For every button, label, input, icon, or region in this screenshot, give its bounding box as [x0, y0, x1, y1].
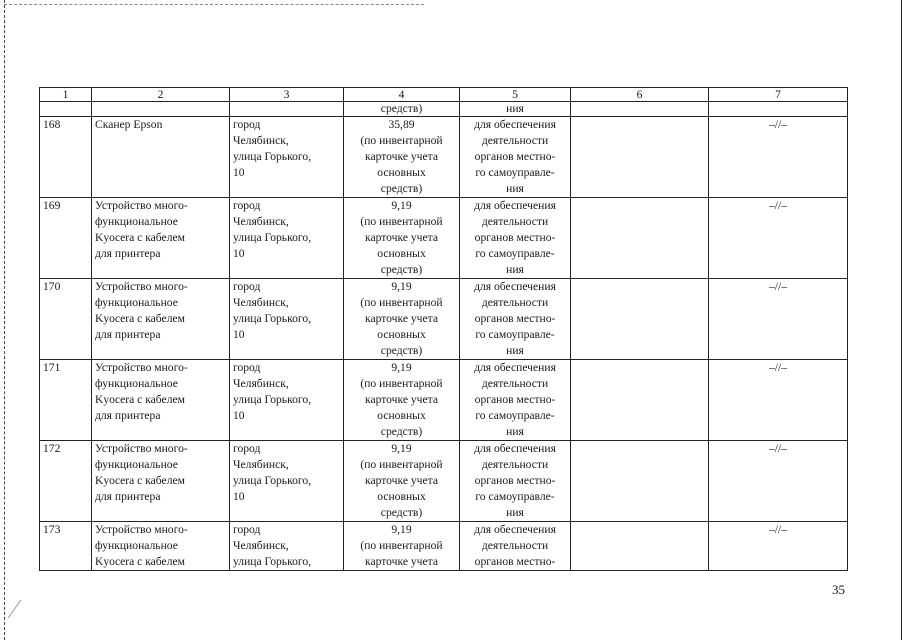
purpose-cell-text: для обеспечения деятельности органов местно- го самоуправле- ния	[474, 280, 556, 357]
table-row	[40, 198, 848, 279]
row-number-cell-text: 171	[43, 361, 61, 374]
object-name-cell-text: Устройство много- функциональное Kyocera с кабелем	[95, 523, 188, 568]
purpose-cell-text: для обеспечения деятельности органов местно- го самоуправле- ния	[474, 361, 556, 438]
column-7-cell	[709, 279, 848, 360]
column-7-cell-text: –//–	[768, 280, 788, 293]
address-cell-text: город Челябинск, улица Горького, 10	[233, 361, 312, 422]
column-header: 3	[230, 88, 344, 102]
row-number-cell	[40, 279, 92, 360]
purpose-cell	[460, 117, 571, 198]
object-name-cell-text: Устройство много- функциональное Kyocera с кабелем для принтера	[95, 280, 188, 341]
object-name-cell-text: Устройство много- функциональное Kyocera с кабелем для принтера	[95, 361, 188, 422]
column-7-cell-text: –//–	[768, 199, 788, 212]
value-cell-text: 9,19 (по инвентарной карточке учета основных средств)	[360, 199, 443, 276]
address-cell	[230, 117, 344, 198]
object-name-cell	[92, 117, 230, 198]
address-cell	[230, 198, 344, 279]
address-cell	[230, 522, 344, 571]
object-name-cell-text: Устройство много- функциональное Kyocera с кабелем для принтера	[95, 442, 188, 503]
row-number-cell	[40, 198, 92, 279]
column-header: 4	[344, 88, 460, 102]
object-name-cell	[92, 279, 230, 360]
continuation-cell: ния	[460, 102, 571, 117]
value-cell-text: 9,19 (по инвентарной карточке учета основных средств)	[360, 361, 443, 438]
purpose-cell-text: для обеспечения деятельности органов местно- го самоуправле- ния	[474, 118, 556, 195]
purpose-cell	[460, 198, 571, 279]
address-cell	[230, 441, 344, 522]
continuation-cell	[40, 102, 92, 117]
value-cell	[344, 279, 460, 360]
column-6-cell	[571, 279, 709, 360]
table-row	[40, 360, 848, 441]
purpose-cell	[460, 441, 571, 522]
row-number-cell	[40, 522, 92, 571]
row-number-cell-text: 173	[43, 523, 61, 536]
object-name-cell-text: Устройство много- функциональное Kyocera с кабелем для принтера	[95, 199, 188, 260]
column-6-cell	[571, 360, 709, 441]
continuation-cell	[709, 102, 848, 117]
value-cell	[344, 441, 460, 522]
value-cell	[344, 522, 460, 571]
table-row	[40, 522, 848, 571]
column-7-cell-text: –//–	[768, 361, 788, 374]
scan-edge-top	[4, 4, 424, 5]
continuation-cell	[92, 102, 230, 117]
table-row	[40, 441, 848, 522]
row-number-cell-text: 170	[43, 280, 61, 293]
purpose-cell	[460, 279, 571, 360]
purpose-cell-text: для обеспечения деятельности органов местно-	[474, 523, 556, 568]
column-7-cell	[709, 360, 848, 441]
object-name-cell	[92, 522, 230, 571]
column-6-cell	[571, 441, 709, 522]
scan-edge-left	[4, 0, 5, 640]
value-cell-text: 9,19 (по инвентарной карточке учета основных средств)	[360, 442, 443, 519]
value-cell-text: 9,19 (по инвентарной карточке учета основных средств)	[360, 280, 443, 357]
column-6-cell	[571, 198, 709, 279]
continuation-cell: средств)	[344, 102, 460, 117]
purpose-cell-text: для обеспечения деятельности органов местно- го самоуправле- ния	[474, 199, 556, 276]
column-header: 1	[40, 88, 92, 102]
row-number-cell-text: 169	[43, 199, 61, 212]
value-cell	[344, 117, 460, 198]
address-cell-text: город Челябинск, улица Горького, 10	[233, 442, 312, 503]
address-cell-text: город Челябинск, улица Горького, 10	[233, 199, 312, 260]
row-number-cell	[40, 360, 92, 441]
column-7-cell	[709, 117, 848, 198]
row-number-cell	[40, 441, 92, 522]
object-name-cell	[92, 198, 230, 279]
object-name-cell-text: Сканер Epson	[95, 118, 163, 131]
column-header: 6	[571, 88, 709, 102]
column-number-header-row	[40, 88, 848, 102]
address-cell	[230, 360, 344, 441]
purpose-cell	[460, 522, 571, 571]
value-cell-text: 35,89 (по инвентарной карточке учета основных средств)	[360, 118, 443, 195]
row-number-cell	[40, 117, 92, 198]
purpose-cell-text: для обеспечения деятельности органов местно- го самоуправле- ния	[474, 442, 556, 519]
column-6-cell	[571, 117, 709, 198]
column-6-cell	[571, 522, 709, 571]
continuation-row	[40, 102, 848, 117]
column-7-cell	[709, 522, 848, 571]
value-cell	[344, 360, 460, 441]
column-7-cell	[709, 198, 848, 279]
scan-edge-right	[901, 0, 902, 640]
continuation-cell	[571, 102, 709, 117]
property-registry-table	[39, 87, 848, 571]
column-header: 7	[709, 88, 848, 102]
value-cell	[344, 198, 460, 279]
address-cell-text: город Челябинск, улица Горького, 10	[233, 118, 312, 179]
column-header: 2	[92, 88, 230, 102]
object-name-cell	[92, 360, 230, 441]
column-7-cell-text: –//–	[768, 442, 788, 455]
scan-artifact-mark	[8, 600, 36, 618]
address-cell-text: город Челябинск, улица Горького,	[233, 523, 312, 568]
page-number: 35	[832, 582, 845, 597]
continuation-cell	[230, 102, 344, 117]
column-7-cell-text: –//–	[768, 523, 788, 536]
column-7-cell-text: –//–	[768, 118, 788, 131]
column-7-cell	[709, 441, 848, 522]
value-cell-text: 9,19 (по инвентарной карточке учета	[360, 523, 443, 568]
row-number-cell-text: 172	[43, 442, 61, 455]
row-number-cell-text: 168	[43, 118, 61, 131]
address-cell-text: город Челябинск, улица Горького, 10	[233, 280, 312, 341]
address-cell	[230, 279, 344, 360]
purpose-cell	[460, 360, 571, 441]
table-row	[40, 279, 848, 360]
object-name-cell	[92, 441, 230, 522]
column-header: 5	[460, 88, 571, 102]
table-row	[40, 117, 848, 198]
